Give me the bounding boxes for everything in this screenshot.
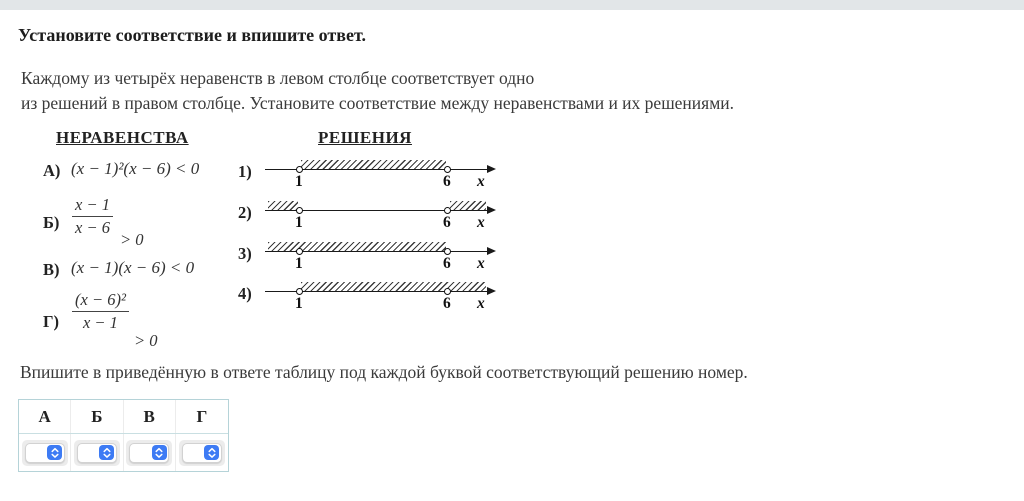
top-bar xyxy=(0,0,1024,10)
fraction-denominator: x − 6 xyxy=(75,218,110,237)
answer-table-input-row xyxy=(19,434,228,471)
tick-label: 6 xyxy=(443,173,451,190)
inequality-suffix-g: > 0 xyxy=(134,331,158,350)
open-point-6 xyxy=(444,166,451,173)
tick-label: 1 xyxy=(295,295,303,312)
open-point-6 xyxy=(444,207,451,214)
inequality-fraction-b xyxy=(72,195,113,238)
fraction-numerator: x − 1 xyxy=(72,195,113,217)
stepper-arrows-icon xyxy=(50,447,60,459)
number-line xyxy=(265,277,499,321)
solution-row-3 xyxy=(238,237,500,281)
solution-row-4 xyxy=(238,277,500,321)
solution-number: 3) xyxy=(238,244,252,263)
answer-header-b: Б xyxy=(71,400,123,433)
axis-label: x xyxy=(477,214,485,231)
answer-table xyxy=(18,399,229,472)
column-header-solutions: РЕШЕНИЯ xyxy=(318,128,412,147)
axis-arrow-icon xyxy=(487,287,496,295)
answer-header-a: А xyxy=(19,400,71,433)
axis-arrow-icon xyxy=(487,206,496,214)
open-point-1 xyxy=(296,207,303,214)
inequality-formula-a: (x − 1)²(x − 6) < 0 xyxy=(71,159,200,178)
solution-number: 4) xyxy=(238,284,252,303)
intro-line-1: Каждому из четырёх неравенств в левом столбце соответствует одно xyxy=(21,68,535,88)
solution-row-1 xyxy=(238,155,500,199)
answer-table-header-row xyxy=(19,400,228,434)
axis-label: x xyxy=(477,173,485,190)
inequality-label-a: А) xyxy=(43,161,61,180)
answer-header-v: В xyxy=(124,400,176,433)
axis-label: x xyxy=(477,295,485,312)
inequality-formula-v: (x − 1)(x − 6) < 0 xyxy=(71,258,195,277)
solution-number: 2) xyxy=(238,203,252,222)
answer-header-g: Г xyxy=(196,406,208,426)
tick-label: 1 xyxy=(295,255,303,272)
tick-label: 1 xyxy=(295,173,303,190)
inequality-label-v: В) xyxy=(43,260,60,279)
stepper-arrows-icon xyxy=(154,447,164,459)
intro-line-2: из решений в правом столбце. Установите соответствие между неравенствами и их решениями. xyxy=(21,93,735,113)
open-point-6 xyxy=(444,248,451,255)
number-line xyxy=(265,237,499,281)
axis-arrow-icon xyxy=(487,247,496,255)
open-point-6 xyxy=(444,288,451,295)
solution-row-2 xyxy=(238,196,500,240)
stepper-arrows-icon xyxy=(207,447,217,459)
inequality-label-g: Г) xyxy=(43,312,59,331)
column-header-inequalities: НЕРАВЕНСТВА xyxy=(56,128,189,147)
answer-select-a[interactable] xyxy=(22,440,68,466)
open-point-1 xyxy=(296,288,303,295)
number-line xyxy=(265,196,499,240)
page-title: Установите соответствие и впишите ответ. xyxy=(18,25,366,45)
stepper-arrows-icon xyxy=(102,447,112,459)
fraction-numerator: (x − 6)² xyxy=(72,290,129,312)
answer-select-g[interactable] xyxy=(179,440,225,466)
tick-label: 1 xyxy=(295,214,303,231)
number-line xyxy=(265,155,499,199)
axis-label: x xyxy=(477,255,485,272)
answer-select-v[interactable] xyxy=(126,440,172,466)
open-point-1 xyxy=(296,248,303,255)
open-point-1 xyxy=(296,166,303,173)
tick-label: 6 xyxy=(443,214,451,231)
tick-label: 6 xyxy=(443,255,451,272)
task-intro xyxy=(21,66,734,116)
fraction-denominator: x − 1 xyxy=(82,313,118,332)
tick-label: 6 xyxy=(443,295,451,312)
solution-number: 1) xyxy=(238,162,252,181)
answer-instruction: Впишите в приведённую в ответе таблицу под каждой буквой соответствующий решению номер. xyxy=(20,362,748,382)
answer-select-b[interactable] xyxy=(74,440,120,466)
axis-arrow-icon xyxy=(487,165,496,173)
inequality-suffix-b: > 0 xyxy=(120,230,144,249)
inequality-fraction-g xyxy=(72,290,129,333)
inequality-label-b: Б) xyxy=(43,213,60,232)
